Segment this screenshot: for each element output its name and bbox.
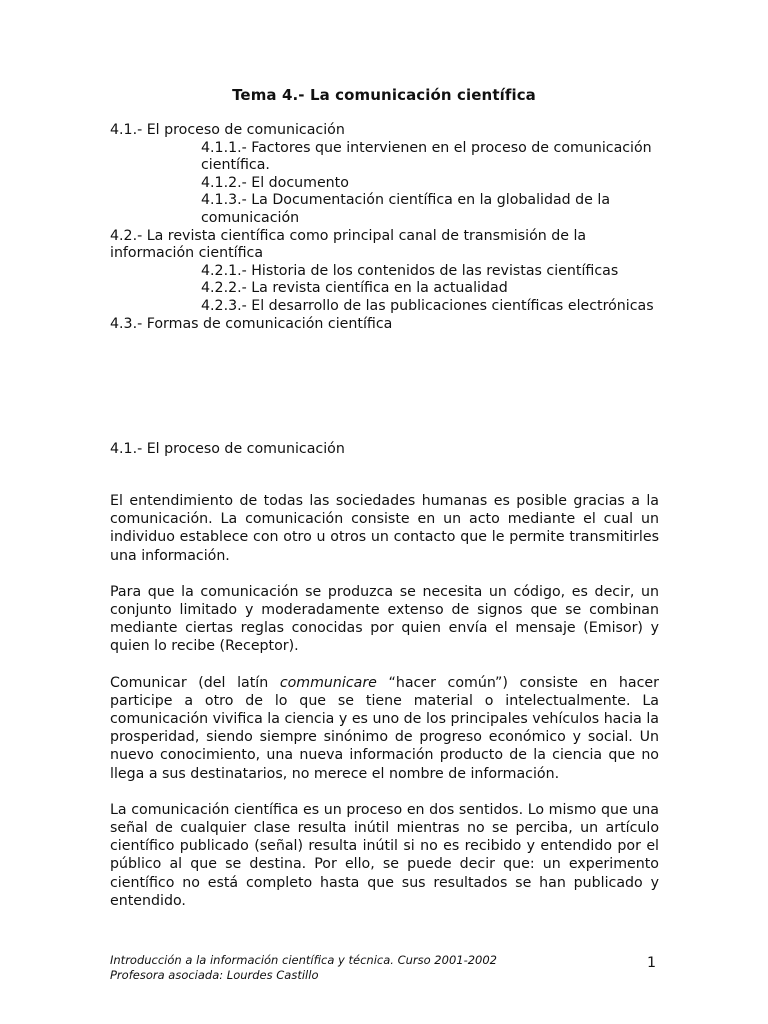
toc-subitem: 4.2.3.- El desarrollo de las publicaciones científicas electrónicas (201, 297, 654, 314)
paragraph: La comunicación científica es un proceso en dos sentidos. Lo mismo que una señal de cualquier clase resulta inútil mientras no se perciba, un artículo científico publicado (señal) resulta inútil si no es recibido y entendido por el público al que se destina. Por ello, se puede decir que: un experimento científico no está completo hasta que sus resultados se han publicado y entendido. (110, 801, 659, 909)
toc-subitem: 4.1.1.- Factores que intervienen en el proceso de comunicación científica. (201, 139, 652, 174)
paragraph-text: Comunicar (del latín (110, 674, 280, 691)
body-text (110, 492, 659, 928)
toc-item: 4.1.- El proceso de comunicación (110, 122, 345, 138)
latin-term: communicare (279, 674, 377, 691)
paragraph: Para que la comunicación se produzca se necesita un código, es decir, un conjunto limitado y moderadamente extenso de signos que se combinan mediante ciertas reglas conocidas por quien envía el mensaje (Emisor) y quien lo recibe (Receptor). (110, 583, 659, 655)
footer-course: Introducción a la información científica y técnica. Curso 2001-2002 (110, 953, 497, 967)
page-footer (110, 953, 659, 983)
document-title: Tema 4.- La comunicación científica (232, 86, 536, 104)
section-heading: 4.1.- El proceso de comunicación (110, 441, 345, 457)
footer-teacher: Profesora asociada: Lourdes Castillo (110, 968, 319, 982)
toc-item: 4.3.- Formas de comunicación científica (110, 315, 393, 332)
toc-subitem: 4.1.2.- El documento (201, 174, 349, 191)
toc-subitem: 4.1.3.- La Documentación científica en la globalidad de la comunicación (201, 192, 611, 226)
paragraph: El entendimiento de todas las sociedades humanas es posible gracias a la comunicación. La comunicación consiste en un acto mediante el cual un individuo establece con otro u otros un contacto que le permite transmitirles una información. (110, 493, 659, 564)
toc-subitem: 4.2.1.- Historia de los contenidos de las revistas científicas (201, 262, 619, 279)
page-number: 1 (646, 955, 656, 971)
table-of-contents (110, 122, 655, 333)
paragraph-text: “hacer común”) consiste en hacer participe a otro de lo que se tiene material o intelectualmente. La comunicación vivifica la ciencia y es uno de los principales vehículos hacia la prosperidad, siendo siempre sinónimo de progreso económico y social. Un nuevo conocimiento, una nueva información producto de la ciencia que no llega a sus destinatarios, no merece el nombre de información. (110, 674, 659, 782)
toc-item: 4.2.- La revista científica como principal canal de transmisión de la información científica (110, 227, 587, 262)
toc-subitem: 4.2.2.- La revista científica en la actualidad (201, 280, 508, 297)
paragraph (110, 674, 659, 783)
